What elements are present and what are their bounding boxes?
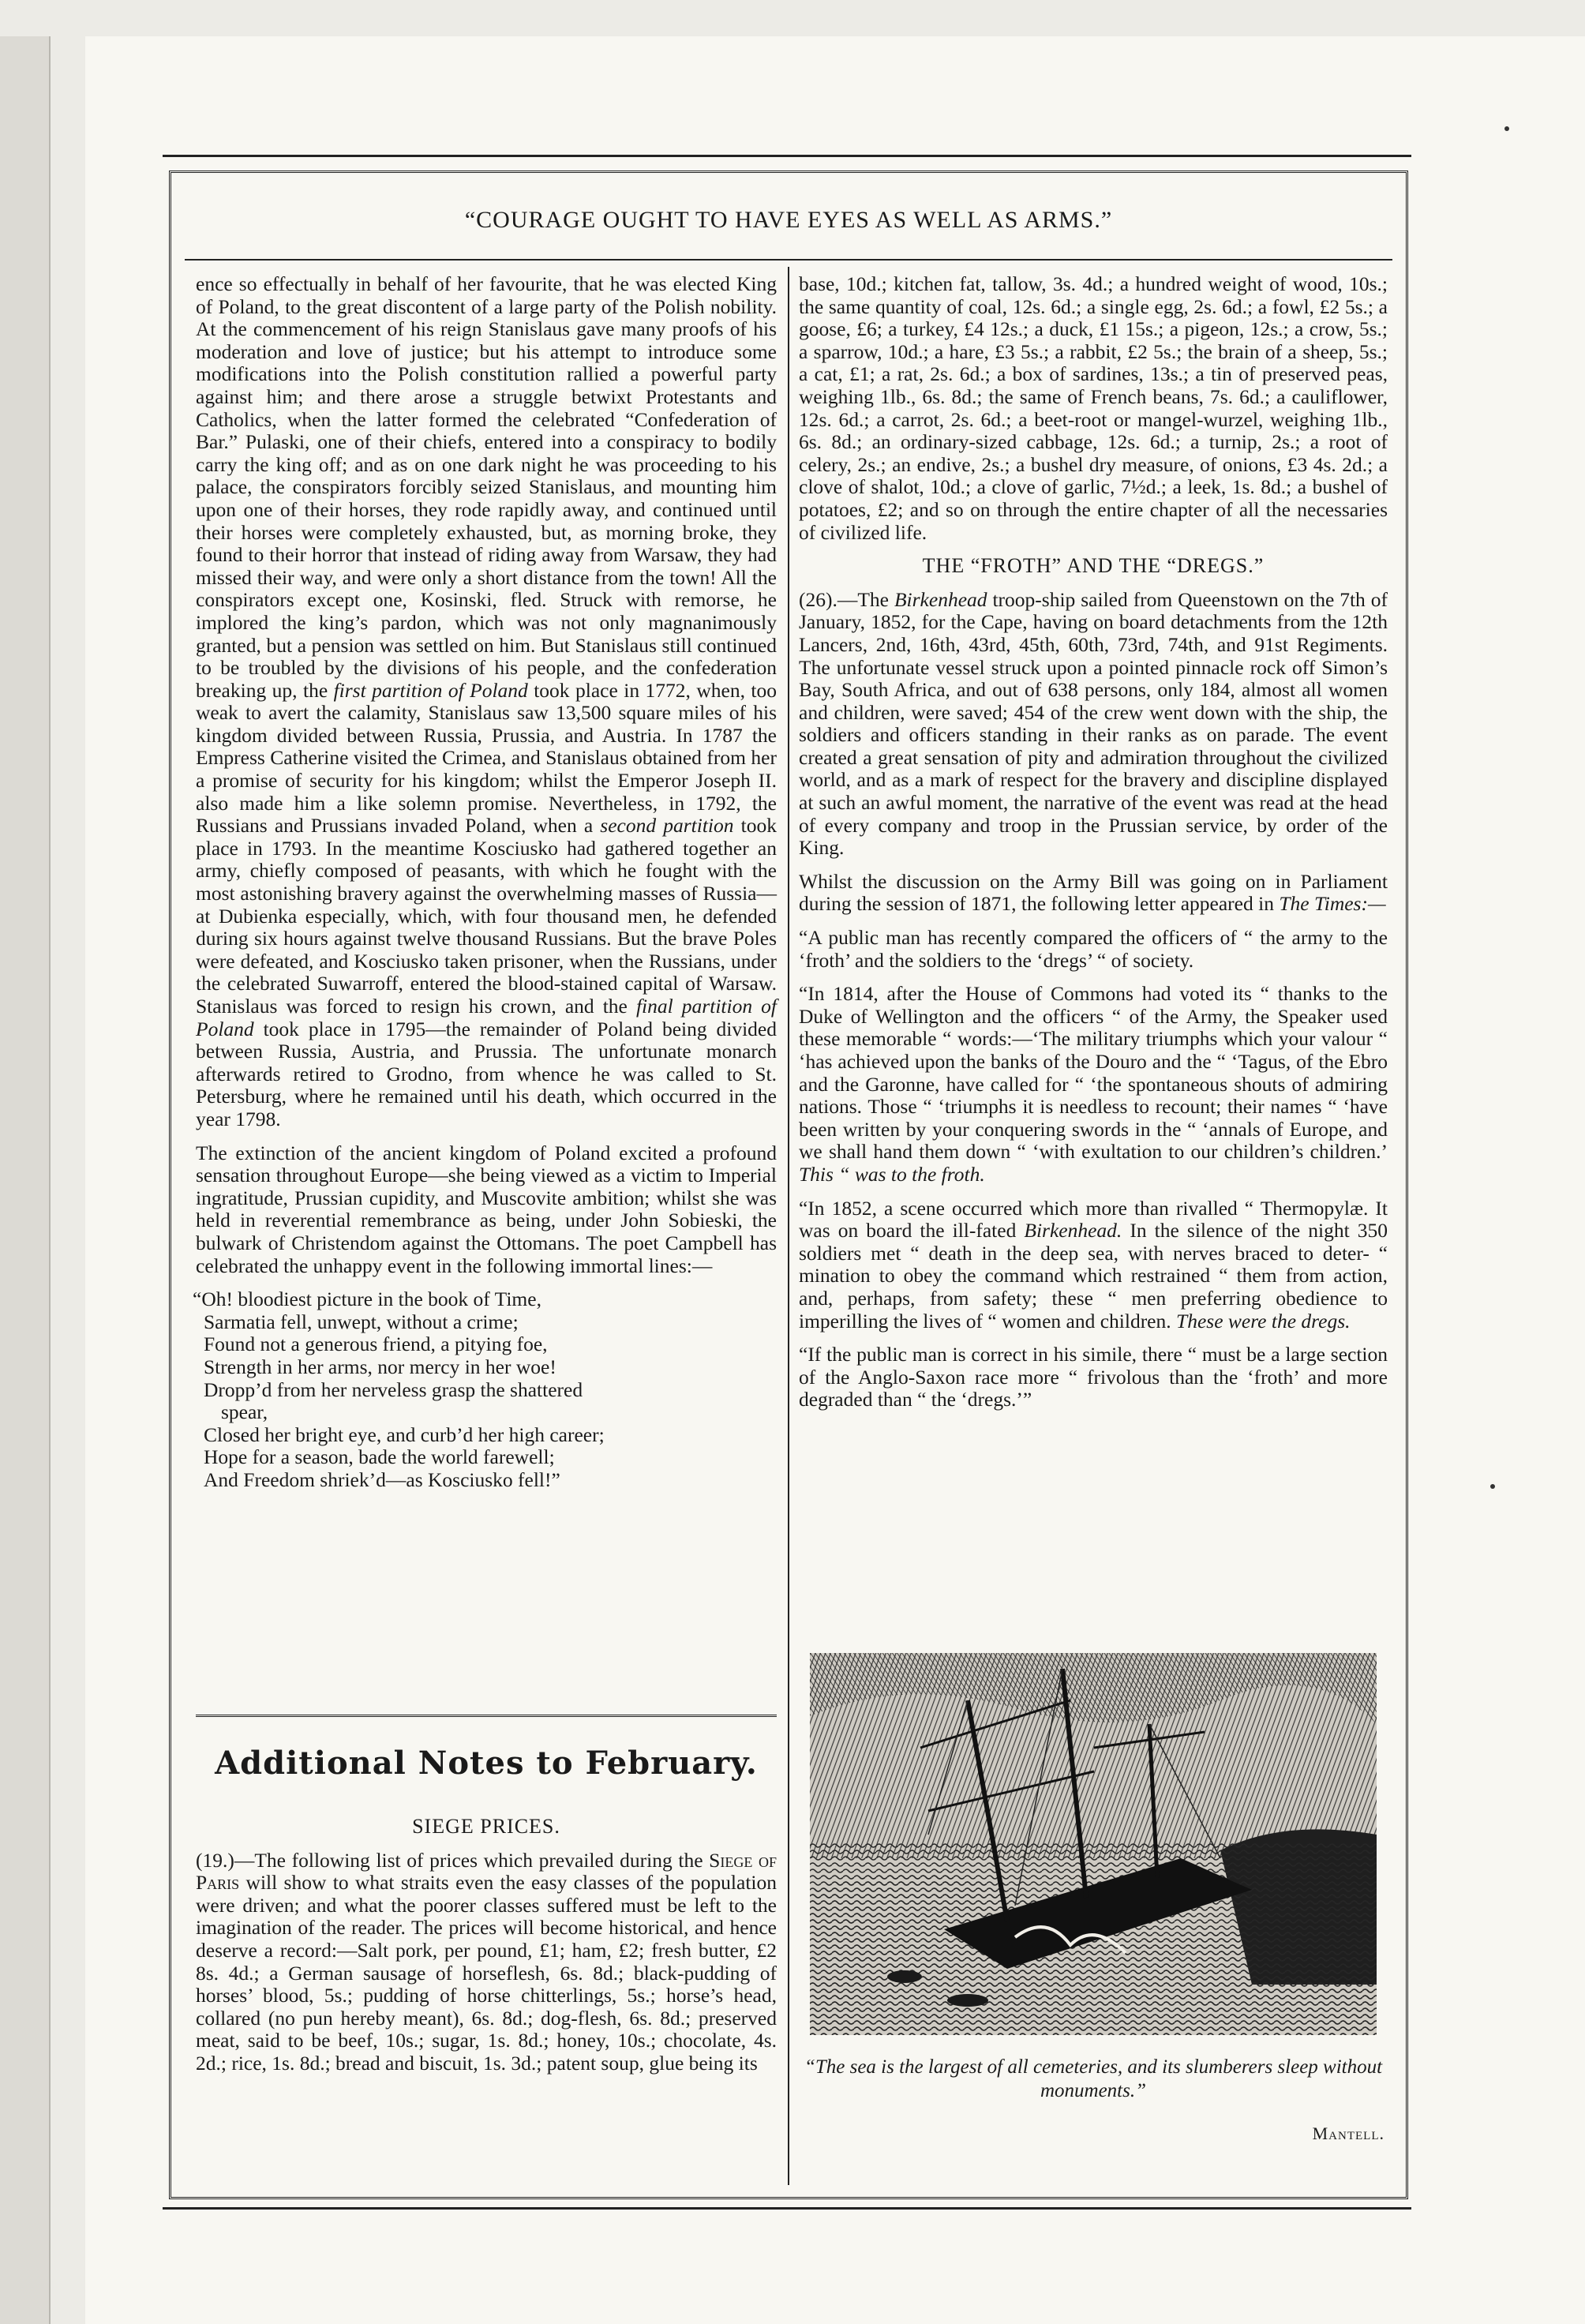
poem-line: Sarmatia fell, unwept, without a crime;: [204, 1310, 519, 1333]
page-motto: “COURAGE OUGHT TO HAVE EYES AS WELL AS ARMS.”: [464, 207, 1113, 233]
poem-line: Closed her bright eye, and curb’d her high career;: [204, 1423, 605, 1446]
left-column: [193, 272, 777, 1491]
siege-prices-section: [196, 1816, 777, 2086]
bottom-rule: [163, 2207, 1411, 2210]
birkenhead-ship-emphasis: Birkenhead.: [1024, 1219, 1122, 1243]
engraving-caption: “The sea is the largest of all cemeteries, and its slumberers sleep without monuments.”: [804, 2056, 1383, 2101]
top-rule: [163, 155, 1411, 157]
poland-text-3: took place in 1793. In the meantime Kosciusko had gathered together an army, chiefly composed of peasants, with which he fought with the most astonishing bravery against the overwhelming masses of Russia—at Dubienka especially, which, with four thousand men, he defended during six hours against twelve thousand Russians. But the brave Poles were defeated, and Kosciusko taken prisoner, when the Russians, under the celebrated Suwarroff, entered the blood-stained capital of Warsaw. Stanislaus was forced to resign his crown, and the: [196, 814, 777, 1018]
birkenhead-text-1: (26).—The: [799, 587, 894, 611]
siege-prices-paragraph: [196, 1850, 777, 2075]
poland-paragraph: [196, 273, 777, 1131]
poem-line: Found not a generous friend, a pitying foe,: [204, 1333, 548, 1356]
shipwreck-engraving: [810, 1653, 1377, 2035]
siege-prices-heading: SIEGE PRICES.: [412, 1815, 560, 1838]
motto-rule: [185, 259, 1392, 261]
siege-text-1: (19.)—The following list of prices which prevailed during the: [196, 1848, 710, 1872]
froth-dregs-heading: THE “FROTH” AND THE “DREGS.”: [922, 554, 1265, 578]
letter-quote-3-text-2: In the silence of the night 350 soldiers met “ death in the deep sea, with nerves braced to deter- “ mination to obey the command which restrained “ them from action, and, perhaps, from safety; these “ men preferring obedience to imperilling the lives of “ women and children.: [799, 1219, 1388, 1333]
right-column: [799, 273, 1388, 1423]
poland-text-1: ence so effectually in behalf of her favourite, that he was elected King of Poland, to the great discontent of a large party of the Polish nobility. At the commencement of his reign Stanislaus gave many proofs of his moderation and love of justice; but his attempt to introduce some modifications into the Polish constitution rallied a powerful party against him; and there arose a struggle betwixt Protestants and Catholics, when the latter formed the celebrated “Confederation of Bar.” Pulaski, one of their chiefs, entered into a conspiracy to bodily carry the king off; and as on one dark night he was proceeding to his palace, the conspirators forcibly seized Stanislaus, and mounting him upon one of their horses, they rode rapidly away, and continued until their horses were completely exhausted, but, as morning broke, they found to their horror that instead of riding away from Warsaw, they had missed their way, and were only a short distance from the town! All the conspirators except one, Kosinski, fled. Struck with remorse, he implored the king’s pardon, which was not only magnanimously granted, but a pension was settled on him. But Stanislaus still continued to be troubled by the divisions of his people, and the confederation breaking up, the: [196, 272, 777, 702]
facing-page-edge: [0, 36, 51, 2324]
first-partition-emphasis: first partition of Poland: [333, 678, 528, 702]
print-speck: [1490, 1484, 1495, 1489]
letter-quote-1: “A public man has recently compared the officers of “ the army to the ‘froth’ and the soldiers to the ‘dregs’ “ of society.: [799, 926, 1388, 972]
poem-line: “Oh! bloodiest picture in the book of Time,: [193, 1288, 541, 1311]
letter-quote-3-text-1: “In 1852, a scene occurred which more than rivalled “ Thermopylæ. It was on board the ill-fated: [799, 1196, 1388, 1243]
final-partition-emphasis: final partition of Poland: [196, 995, 777, 1040]
column-divider: [788, 267, 789, 2185]
letter-quote-3: [799, 1198, 1388, 1333]
shipwreck-illustration: [810, 1653, 1377, 2035]
print-speck: [1504, 126, 1509, 131]
poem-line: spear,: [221, 1400, 268, 1424]
campbell-poem: [193, 1288, 777, 1491]
poem-line: And Freedom shriek’d—as Kosciusko fell!”: [204, 1467, 560, 1491]
siege-text-2: will show to what straits even the easy classes of the population were driven; and what the poorer classes suffered must be left to the imagination of the reader. The prices will become historical, and hence deserve a record:—Salt pork, per pound, £1; ham, £2; fresh butter, £2 8s. 4d.; a German sausage of horseflesh, 6s. 8d.; black-pudding of horses’ blood, 5s.; pudding of horse chitterlings, 5s.; horse’s head, collared (no pun hereby meant), 6s. 8d.; dog-flesh, 6s. 8d.; preserved meat, said to be beef, 10s.; sugar, 1s. 8d.; honey, 10s.; chocolate, 4s. 2d.; rice, 1s. 8d.; bread and biscuit, 1s. 3d.; patent soup, glue being its: [196, 1871, 777, 2075]
section-title: Additional Notes to February.: [215, 1745, 758, 1782]
dregs-emphasis: These were the dregs.: [1176, 1309, 1351, 1333]
letter-quote-2: [799, 983, 1388, 1186]
poland-text-2: took place in 1772, when, too weak to avert the calamity, Stanislaus saw 13,500 square miles of his kingdom divided between Russia, Prussia, and Austria. In 1787 the Empress Catherine visited the Crimea, and Stanislaus obtained from her a promise of security for his kingdom; whilst the Emperor Joseph II. also made him a like solemn promise. Nevertheless, in 1792, the Russians and Prussians invaded Poland, when a: [196, 678, 777, 838]
prices-continued-paragraph: base, 10d.; kitchen fat, tallow, 3s. 4d.; a hundred weight of wood, 10s.; the same quantity of coal, 12s. 6d.; a single egg, 2s. 6d.; a fowl, £2 5s.; a goose, £6; a turkey, £4 12s.; a duck, £1 15s.; a pigeon, 12s.; a crow, 5s.; a sparrow, 10d.; a hare, £3 5s.; a rabbit, £2 5s.; the brain of a sheep, 5s.; a cat, £1; a rat, 2s. 6d.; a box of sardines, 13s.; a tin of preserved peas, weighing 1lb., 6s. 8d.; the same of French beans, 7s. 6d.; a cauliflower, 12s. 6d.; a carrot, 2s. 6d.; a beet-root or mangel-wurzel, weighing 1lb., 6s. 8d.; an ordinary-sized cabbage, 12s. 6d.; a turnip, 2s.; a root of celery, 2s.; an endive, 2s.; a bushel dry measure, of onions, £3 4s. 2d.; a clove of shalot, 10d.; a clove of garlic, 7½d.; a leek, 1s. 8d.; a bushel of potatoes, £2; and so on through the entire chapter of all the necessaries of civilized life.: [799, 272, 1388, 544]
poem-line: Strength in her arms, nor mercy in her woe!: [204, 1355, 556, 1378]
letter-quote-4: “If the public man is correct in his simile, there “ must be a large section of the Anglo-Saxon race more “ frivolous than the ‘froth’ and more degraded than “ the ‘dregs.’”: [799, 1343, 1388, 1411]
letter-quote-2-text: “In 1814, after the House of Commons had voted its “ thanks to the Duke of Wellington and the officers “ of the Army, the Speaker used these memorable “ words:—‘The military triumphs which your valour “ ‘has achieved upon the banks of the Douro and the “ ‘Tagus, of the Ebro and the Garonne, have called for “ ‘the spontaneous shouts of admiring nations. Those “ ‘triumphs it is needless to recount; their names “ ‘have been written by your conquering swords in the “ ‘annals of Europe, and we shall hand them down “ ‘with exultation to our children’s children.’: [799, 982, 1388, 1164]
poem-line: Dropp’d from her nerveless grasp the shattered: [204, 1378, 583, 1401]
second-partition-emphasis: second partition: [600, 814, 734, 838]
birkenhead-text-2: troop-ship sailed from Queenstown on the 7th of January, 1852, for the Cape, having on board detachments from the 12th Lancers, 2nd, 16th, 43rd, 45th, 60th, 73rd, 74th, and 91st Regiments. The unfortunate vessel struck upon a pointed pinnacle rock off Simon’s Bay, South Africa, and out of 638 persons, only 184, almost all women and children, were saved; 454 of the crew went down with the ship, the soldiers and officers standing in their ranks as on parade. The event created a great sensation of pity and admiration throughout the civilized world, and as a mark of respect for the bravery and discipline displayed at such an awful moment, the narrative of the event was read at the head of every company and troop in the Prussian service, by order of the King.: [799, 587, 1388, 860]
the-times-emphasis: The Times:—: [1279, 892, 1386, 916]
army-bill-text: Whilst the discussion on the Army Bill was going on in Parliament during the session of 1871, the following letter appeared in: [799, 869, 1388, 916]
siege-of-paris-smallcaps: Siege of Paris: [196, 1848, 777, 1895]
birkenhead-emphasis: Birkenhead: [894, 587, 987, 611]
section-rule: [196, 1715, 777, 1720]
poem-line: Hope for a season, bade the world farewell;: [204, 1445, 555, 1469]
army-bill-paragraph: [799, 871, 1388, 916]
caption-attribution: Mantell.: [1312, 2123, 1385, 2143]
birkenhead-paragraph: [799, 589, 1388, 860]
extinction-paragraph: The extinction of the ancient kingdom of Poland excited a profound sensation throughout Europe—she being viewed as a victim to Imperial ingratitude, Prussian cupidity, and Muscovite ambition; whilst she was held in reverential remembrance as being, under John Sobieski, the bulwark of Christendom against the Ottomans. The poet Campbell has celebrated the unhappy event in the following immortal lines:—: [196, 1141, 777, 1277]
froth-emphasis: This “ was to the froth.: [799, 1162, 985, 1186]
poland-text-4: took place in 1795—the remainder of Poland being divided between Russia, Austria, and Prussia. The unfortunate monarch afterwards retired to Grodno, from whence he was called to St. Petersburg, where he remained until his death, which occurred in the year 1798.: [196, 1017, 777, 1130]
